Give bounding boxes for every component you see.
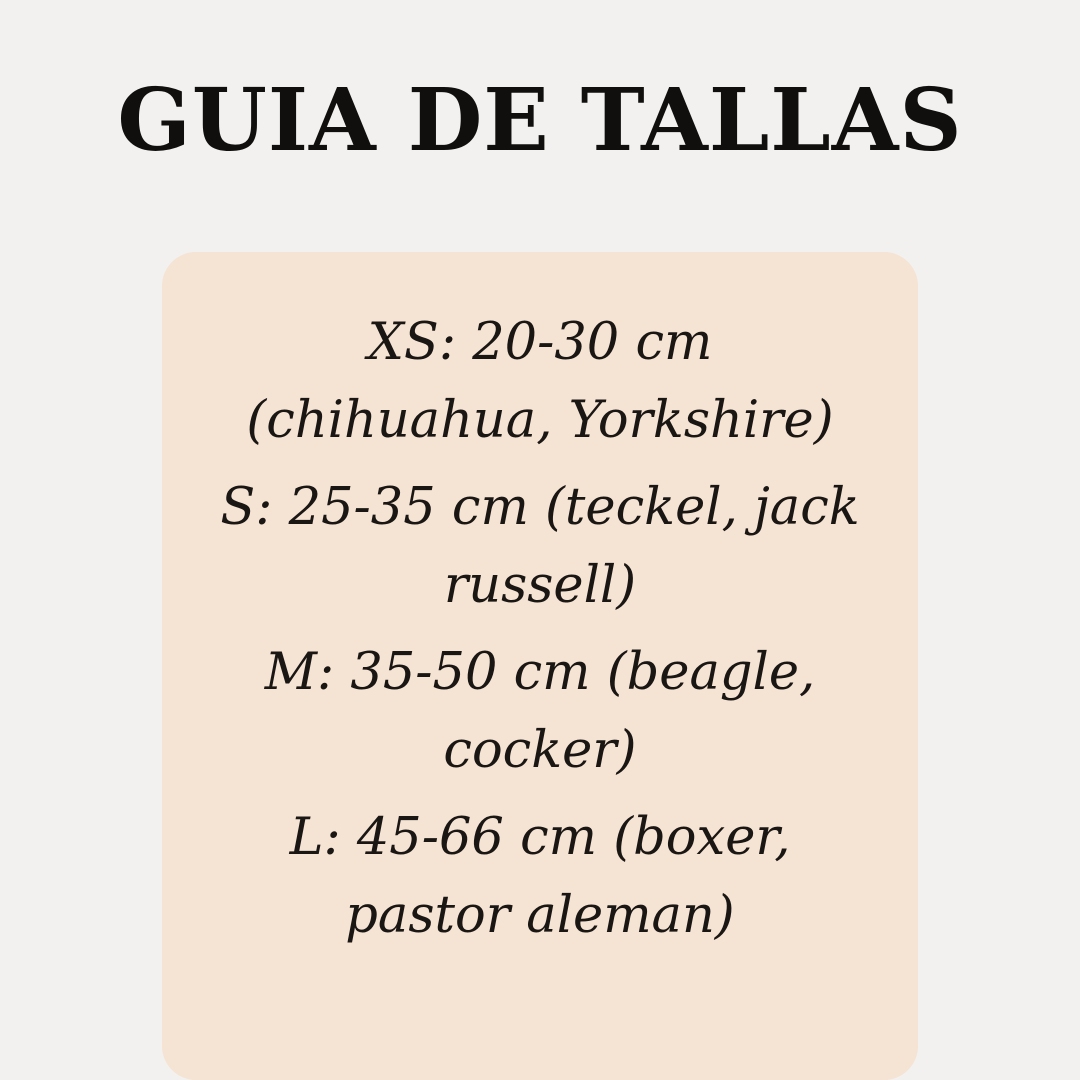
list-item: S: 25-35 cm (teckel, jack russell) xyxy=(220,478,860,615)
size-list-card xyxy=(162,252,918,1080)
list-item: M: 35-50 cm (beagle, cocker) xyxy=(264,643,816,780)
page-title: GUIA DE TALLAS xyxy=(117,70,963,171)
size-list xyxy=(214,304,866,954)
list-item: XS: 20-30 cm (chihuahua, Yorkshire) xyxy=(246,313,834,450)
list-item: L: 45-66 cm (boxer, pastor aleman) xyxy=(289,808,791,945)
